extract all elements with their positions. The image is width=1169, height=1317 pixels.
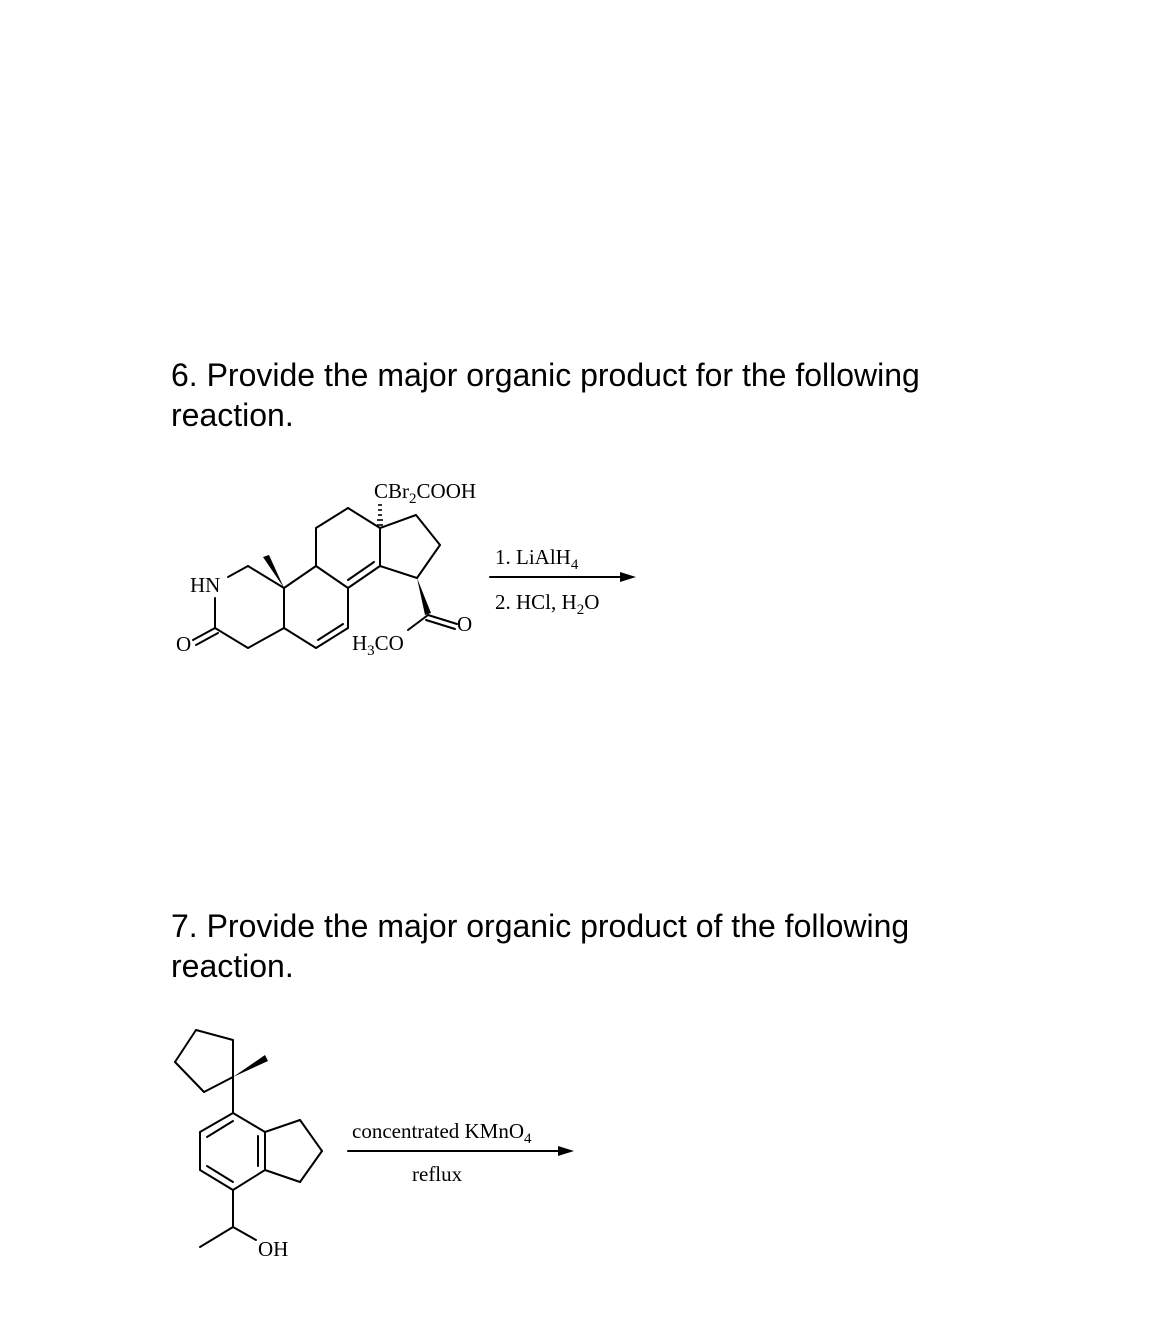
hn-label: HN [190,573,221,597]
hydroxyl-label: OH [258,1237,289,1261]
lactam-oxygen-label: O [176,632,192,656]
ester-oxygen-label: O [457,612,473,636]
condition-step-1: 1. LiAlH$_4$ [495,545,579,573]
cbr2cooh-label: CBr$_2$COOH [374,479,477,507]
condition-step-2: 2. HCl, $H_2O$ [495,590,600,618]
condition-below: reflux [412,1162,463,1186]
question-7-text: 7. Provide the major organic product of the following reaction. [171,908,910,984]
condition-above: concentrated KMnO$_4$ [352,1119,532,1147]
question-6-text: 6. Provide the major organic product for the following reaction. [171,357,920,433]
h3co-label: $H_3CO$ [352,631,404,659]
